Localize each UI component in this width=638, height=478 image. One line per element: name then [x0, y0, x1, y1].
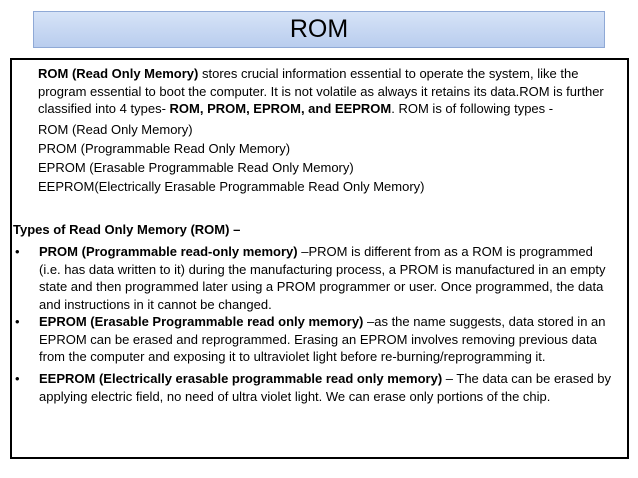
bullet-text-eprom: –as the name suggests, data stored in an EPROM can be erased and reprogrammed. Erasing an EPROM involves removing previous data from the computer and exposing it to ultraviolet light before re-burning/reprogramming it. — [39, 314, 606, 364]
bullet-text-eeprom: – The data can be erased by applying electric field, no need of ultra violet light. We can erase only portions of the chip. — [39, 371, 612, 404]
types-heading: Types of Read Only Memory (ROM) – — [13, 222, 241, 237]
intro-paragraph — [38, 65, 616, 118]
bullet-list — [13, 243, 616, 405]
bullet-text-prom: –PROM is different from as a ROM is programmed (i.e. has data written to it) during the manufacturing process, a PROM is manufactured in an empty state and then programmed later using a PROM programmer or user. Once programmed, the data and instructions in it cannot be changed. — [39, 244, 606, 312]
eeprom-type-item: EEPROM(Electrically Erasable Programmable Read Only Memory) — [38, 179, 425, 194]
rom-type-item: ROM (Read Only Memory) — [38, 122, 193, 137]
bullet-item-prom — [13, 243, 616, 313]
intro-text-1: stores crucial information essential to operate the system, like the program essential to boot the computer. It is not volatile as always it retains its data.ROM is further classified into 4 types- — [38, 66, 604, 116]
bullet-item-eeprom — [13, 370, 616, 405]
bullet-dot: • — [15, 314, 20, 329]
bullet-term-prom: PROM (Programmable read-only memory) — [39, 244, 298, 259]
slide-title: ROM — [289, 15, 349, 43]
bullet-term-eeprom: EEPROM (Electrically erasable programmable read only memory) — [39, 371, 443, 386]
intro-types-bold: ROM, PROM, EPROM, and EEPROM — [169, 101, 392, 116]
bullet-dot: • — [15, 371, 20, 386]
bullet-term-eprom: EPROM (Erasable Programmable read only memory) — [39, 314, 364, 329]
intro-term: ROM (Read Only Memory) — [38, 66, 199, 81]
prom-type-item: PROM (Programmable Read Only Memory) — [38, 141, 291, 156]
intro-text-2: . ROM is of following types - — [391, 101, 554, 116]
eprom-type-item: EPROM (Erasable Programmable Read Only Memory) — [38, 160, 354, 175]
bullet-dot: • — [15, 244, 20, 259]
bullet-item-eprom — [13, 313, 616, 370]
rom-types-list — [38, 121, 616, 197]
slide-title-bar — [33, 11, 605, 48]
